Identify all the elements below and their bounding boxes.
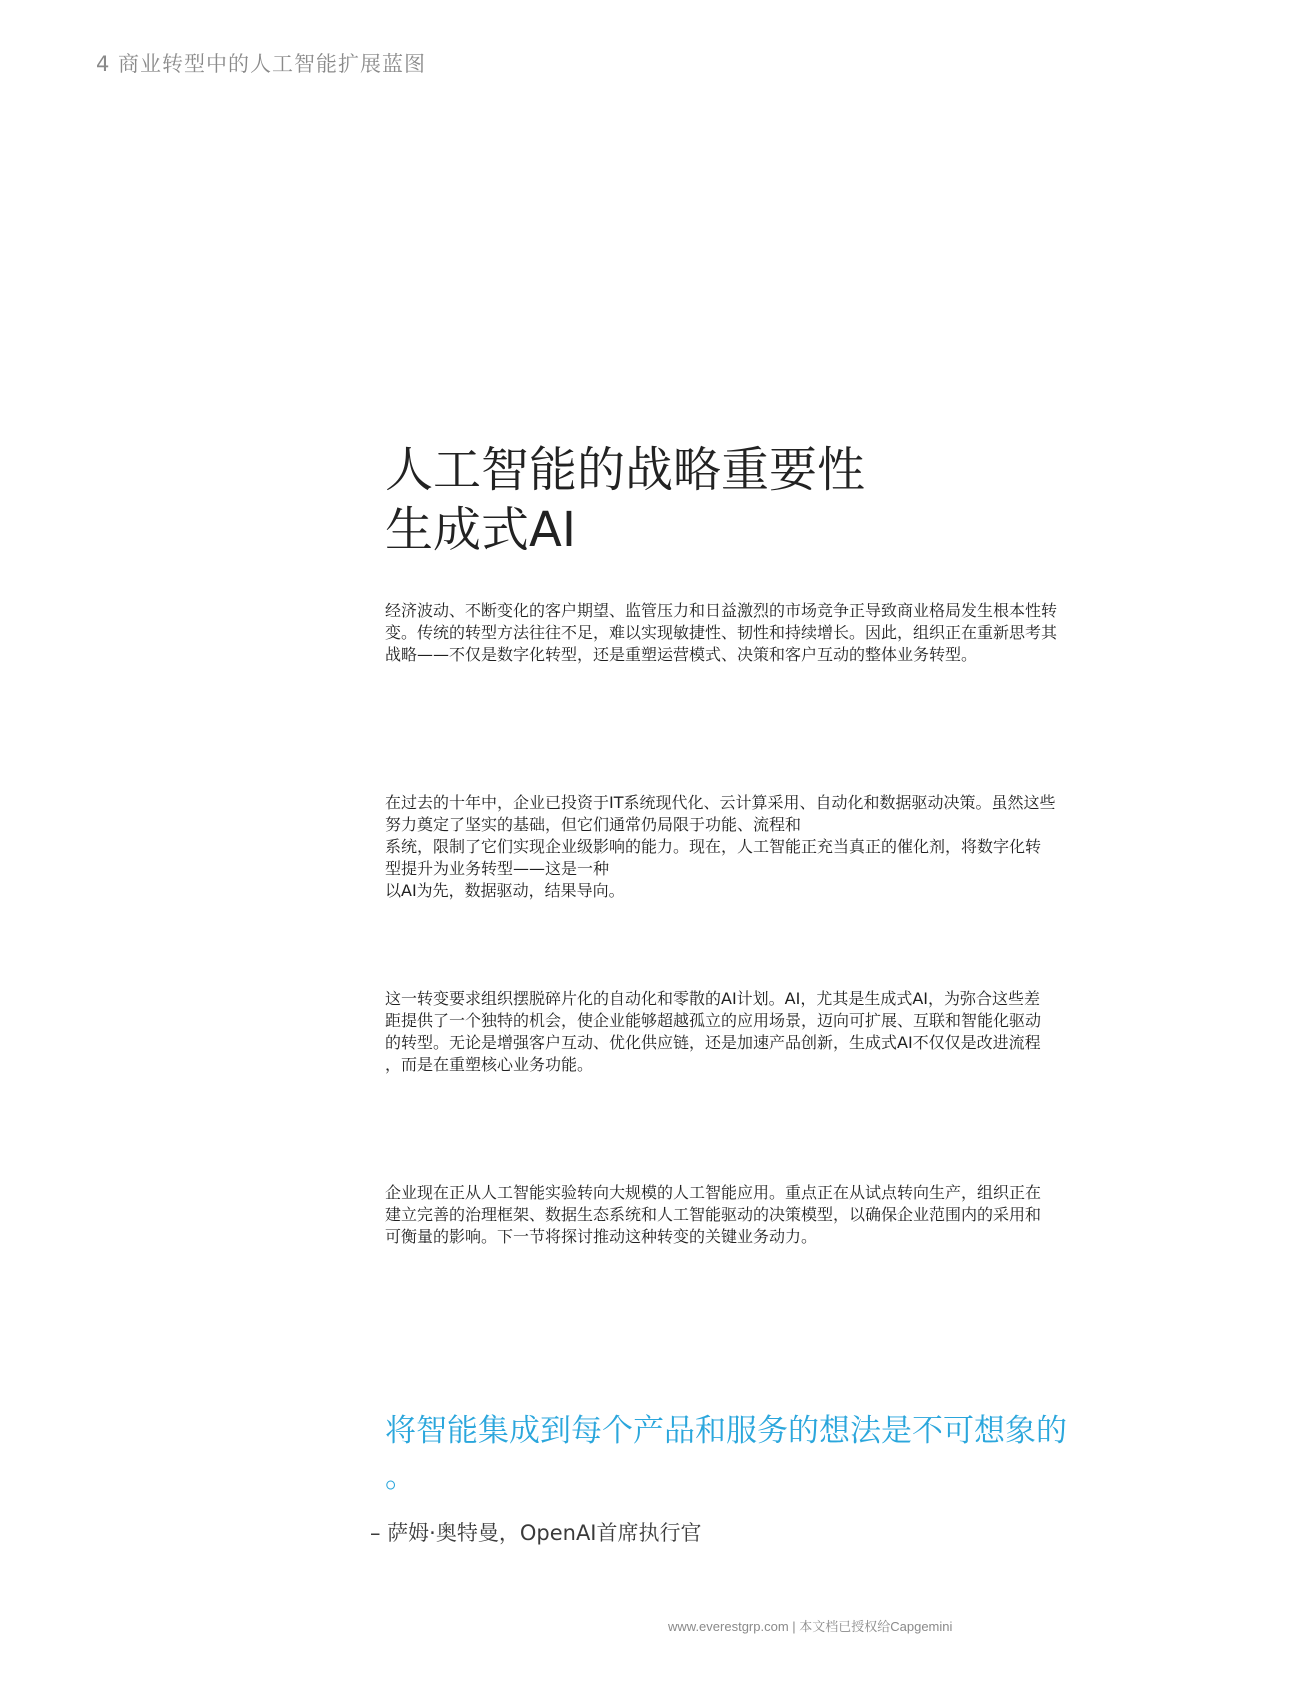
paragraph-line: 建立完善的治理框架、数据生态系统和人工智能驱动的决策模型，以确保企业范围内的采用和 [385,1205,1042,1224]
paragraph-2 [385,792,1185,902]
pull-quote [385,1408,1067,1500]
paragraph-line: 可衡量的影响。下一节将探讨推动这种转变的关键业务动力。 [385,1227,818,1246]
paragraph-line: 在过去的十年中，企业已投资于IT系统现代化、云计算采用、自动化和数据驱动决策。虽然这些 [385,793,1056,812]
paragraph-line: 努力奠定了坚实的基础，但它们通常仍局限于功能、流程和 [385,815,802,834]
paragraph-line: 这一转变要求组织摆脱碎片化的自动化和零散的AI计划。AI，尤其是生成式AI，为弥合这些差 [385,989,1040,1008]
paragraph-line: 距提供了一个独特的机会，使企业能够超越孤立的应用场景，迈向可扩展、互联和智能化驱动 [385,1011,1042,1030]
quote-attribution: – 萨姆·奥特曼，OpenAI首席执行官 [370,1521,702,1545]
paragraph-line: 战略——不仅是数字化转型，还是重塑运营模式、决策和客户互动的整体业务转型。 [385,645,978,664]
section-title [385,440,865,560]
paragraph-1 [385,600,1185,666]
paragraph-line: 经济波动、不断变化的客户期望、监管压力和日益激烈的市场竞争正导致商业格局发生根本性转 [385,601,1058,620]
page-footer: www.everestgrp.com | 本文档已授权给Capgemini [668,1619,953,1634]
paragraph-line: 变。传统的转型方法往往不足，难以实现敏捷性、韧性和持续增长。因此，组织正在重新思考其 [385,623,1058,642]
pull-quote-line-2: 。 [385,1459,416,1495]
paragraph-4 [385,1182,1185,1248]
paragraph-3 [385,988,1185,1076]
section-title-line-1: 人工智能的战略重要性 [385,442,866,498]
running-header: 4 商业转型中的人工智能扩展蓝图 [96,52,427,76]
paragraph-line: 的转型。无论是增强客户互动、优化供应链，还是加速产品创新，生成式AI不仅仅是改进流程 [385,1033,1041,1052]
section-title-line-2: 生成式AI [385,502,576,558]
pull-quote-line-1: 将智能集成到每个产品和服务的想法是不可想象的 [385,1413,1067,1449]
paragraph-line: 型提升为业务转型——这是一种 [385,859,610,878]
paragraph-line: ，而是在重塑核心业务功能。 [385,1055,594,1074]
paragraph-line: 系统，限制了它们实现企业级影响的能力。现在，人工智能正充当真正的催化剂，将数字化转 [385,837,1042,856]
paragraph-line: 以AI为先，数据驱动，结果导向。 [385,881,625,900]
paragraph-line: 企业现在正从人工智能实验转向大规模的人工智能应用。重点正在从试点转向生产，组织正在 [385,1183,1042,1202]
